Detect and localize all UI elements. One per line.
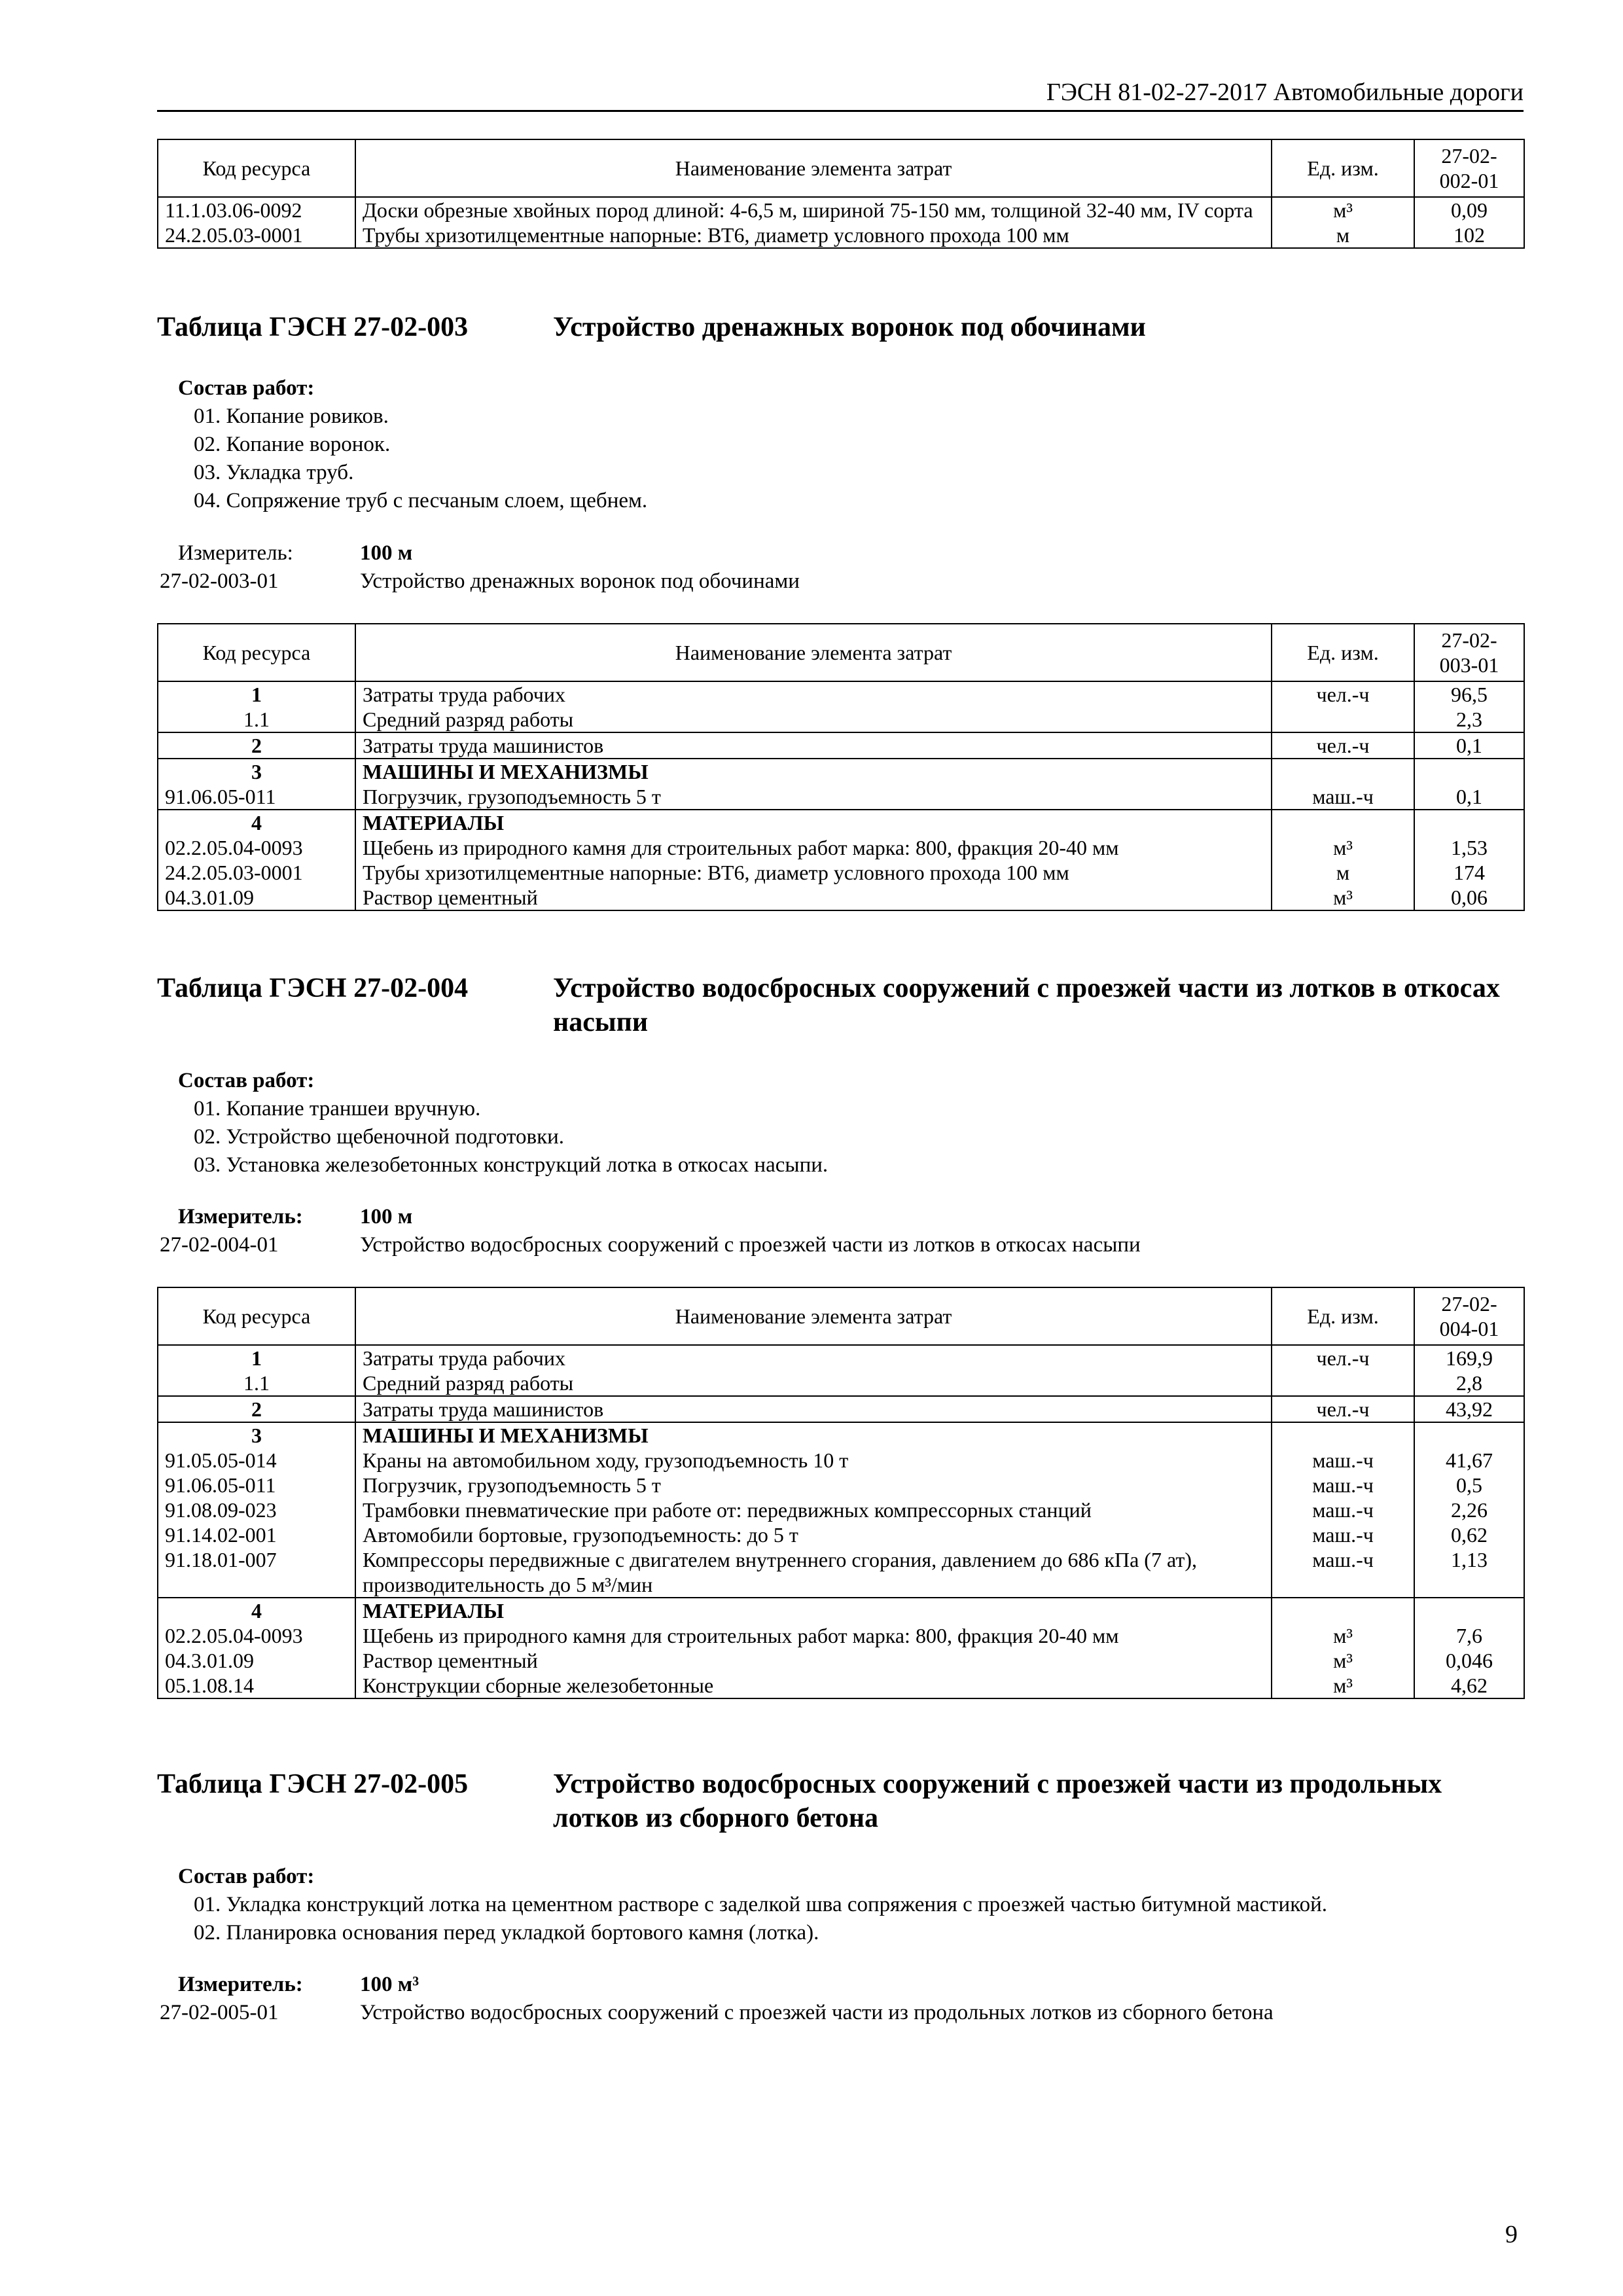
norm-name: Устройство водосбросных сооружений с проезжей части из продольных лотков из сборного бетона <box>360 2001 1274 2024</box>
table-row: 91.08.09-023 Трамбовки пневматические при работе от: передвижных компрессорных станций маш.-ч 2,26 <box>158 1498 1524 1522</box>
table-row: 3 МАШИНЫ И МЕХАНИЗМЫ <box>158 1422 1524 1448</box>
table-number: Таблица ГЭСН 27-02-003 <box>157 312 469 342</box>
table-row: 91.18.01-007 Компрессоры передвижные с двигателем внутреннего сгорания, давлением до 686 кПа (7 ат), производительность до 5 м³/мин маш.-ч 1,13 <box>158 1547 1524 1598</box>
work-composition-005: Состав работ: 01. Укладка конструкций лотка на цементном растворе с заделкой шва сопряжения с проезжей частью битумной мастикой. 02. Планировка основания перед укладкой бортового камня (лотка). <box>178 1863 1327 1947</box>
norm-code: 27-02-005-01 <box>160 2001 279 2024</box>
table-row: 2 Затраты труда машинистов чел.-ч 43,92 <box>158 1396 1524 1422</box>
table-row: 3 МАШИНЫ И МЕХАНИЗМЫ <box>158 759 1524 784</box>
resource-table-004 <box>157 1287 1525 1699</box>
table-row: 04.3.01.09 Раствор цементный м³ 0,046 <box>158 1648 1524 1673</box>
table-name: Устройство водосбросных сооружений с проезжей части из продольных лотков из сборного бетона <box>553 1769 1442 1833</box>
work-item: 02. Устройство щебеночной подготовки. <box>194 1125 565 1149</box>
work-item: 02. Планировка основания перед укладкой бортового камня (лотка). <box>194 1921 819 1945</box>
table-row: 91.06.05-011 Погрузчик, грузоподъемность 5 т маш.-ч 0,5 <box>158 1473 1524 1498</box>
table-row: 4 МАТЕРИАЛЫ <box>158 1598 1524 1623</box>
col-header-norm: 27-02- 004-01 <box>1414 1287 1524 1345</box>
table-row: 1.1 Средний разряд работы 2,8 <box>158 1371 1524 1396</box>
table-row: 24.2.05.03-0001 Трубы хризотилцементные напорные: ВТ6, диаметр условного прохода 100 мм м 102 <box>158 223 1524 248</box>
col-header-unit: Ед. изм. <box>1272 1287 1414 1345</box>
table-row: 91.06.05-011 Погрузчик, грузоподъемность 5 т маш.-ч 0,1 <box>158 784 1524 810</box>
col-header-name: Наименование элемента затрат <box>355 139 1272 197</box>
col-header-code: Код ресурса <box>158 1287 355 1345</box>
meter-value: 100 м <box>360 1205 413 1229</box>
table-row: 04.3.01.09 Раствор цементный м³ 0,06 <box>158 885 1524 910</box>
work-item: 04. Сопряжение труб с песчаным слоем, щебнем. <box>194 489 648 512</box>
norm-code: 27-02-003-01 <box>160 569 279 593</box>
table-row: 11.1.03.06-0092 Доски обрезные хвойных пород длиной: 4-6,5 м, шириной 75-150 мм, толщиной 32-40 мм, IV сорта м³ 0,09 <box>158 197 1524 223</box>
work-item: 02. Копание воронок. <box>194 433 391 456</box>
work-composition-003: Состав работ: 01. Копание ровиков. 02. Копание воронок. 03. Укладка труб. 04. Сопряжение труб с песчаным слоем, щебнем. <box>178 374 647 515</box>
work-item: 03. Установка железобетонных конструкций лотка в откосах насыпи. <box>194 1153 829 1177</box>
table-row: 1 Затраты труда рабочих чел.-ч 169,9 <box>158 1345 1524 1371</box>
work-item: 01. Укладка конструкций лотка на цементном растворе с заделкой шва сопряжения с проезжей частью битумной мастикой. <box>194 1893 1327 1916</box>
col-header-name: Наименование элемента затрат <box>355 624 1272 681</box>
table-row: 4 МАТЕРИАЛЫ <box>158 810 1524 835</box>
table-row: 91.05.05-014 Краны на автомобильном ходу, грузоподъемность 10 т маш.-ч 41,67 <box>158 1448 1524 1473</box>
norm-code: 27-02-004-01 <box>160 1233 279 1257</box>
col-header-norm: 27-02- 002-01 <box>1414 139 1524 197</box>
col-header-unit: Ед. изм. <box>1272 624 1414 681</box>
table-row: 05.1.08.14 Конструкции сборные железобетонные м³ 4,62 <box>158 1673 1524 1698</box>
table-number: Таблица ГЭСН 27-02-004 <box>157 973 469 1003</box>
table-name: Устройство водосбросных сооружений с проезжей части из лотков в откосах насыпи <box>553 973 1500 1037</box>
resource-table-003 <box>157 623 1525 911</box>
norm-name: Устройство дренажных воронок под обочинами <box>360 569 800 593</box>
table-row: 1.1 Средний разряд работы 2,3 <box>158 707 1524 732</box>
col-header-code: Код ресурса <box>158 624 355 681</box>
table-row: 24.2.05.03-0001 Трубы хризотилцементные напорные: ВТ6, диаметр условного прохода 100 мм м 174 <box>158 860 1524 885</box>
document-header: ГЭСН 81-02-27-2017 Автомобильные дороги <box>157 77 1524 112</box>
meter-value: 100 м³ <box>360 1973 419 1996</box>
col-header-unit: Ед. изм. <box>1272 139 1414 197</box>
table-name: Устройство дренажных воронок под обочинами <box>553 312 1146 342</box>
table-row: 91.14.02-001 Автомобили бортовые, грузоподъемность: до 5 т маш.-ч 0,62 <box>158 1522 1524 1547</box>
work-item: 01. Копание траншеи вручную. <box>194 1097 481 1121</box>
meter-label: Измеритель: <box>178 1205 303 1229</box>
col-header-name: Наименование элемента затрат <box>355 1287 1272 1345</box>
work-item: 01. Копание ровиков. <box>194 404 389 428</box>
table-row: 1 Затраты труда рабочих чел.-ч 96,5 <box>158 681 1524 707</box>
work-composition-004: Состав работ: 01. Копание траншеи вручную. 02. Устройство щебеночной подготовки. 03. Установка железобетонных конструкций лотка в откосах насыпи. <box>178 1067 828 1179</box>
table-row: 02.2.05.04-0093 Щебень из природного камня для строительных работ марка: 800, фракция 20-40 мм м³ 1,53 <box>158 835 1524 860</box>
page-number: 9 <box>1505 2221 1518 2248</box>
meter-label: Измеритель: <box>178 1973 303 1996</box>
work-item: 03. Укладка труб. <box>194 461 354 484</box>
table-number: Таблица ГЭСН 27-02-005 <box>157 1769 469 1799</box>
col-header-code: Код ресурса <box>158 139 355 197</box>
table-row: 02.2.05.04-0093 Щебень из природного камня для строительных работ марка: 800, фракция 20-40 мм м³ 7,6 <box>158 1623 1524 1648</box>
meter-label: Измеритель: <box>178 541 293 565</box>
table-row: 2 Затраты труда машинистов чел.-ч 0,1 <box>158 732 1524 759</box>
resource-table-002 <box>157 139 1525 249</box>
col-header-norm: 27-02- 003-01 <box>1414 624 1524 681</box>
meter-value: 100 м <box>360 541 413 565</box>
norm-name: Устройство водосбросных сооружений с проезжей части из лотков в откосах насыпи <box>360 1233 1141 1257</box>
